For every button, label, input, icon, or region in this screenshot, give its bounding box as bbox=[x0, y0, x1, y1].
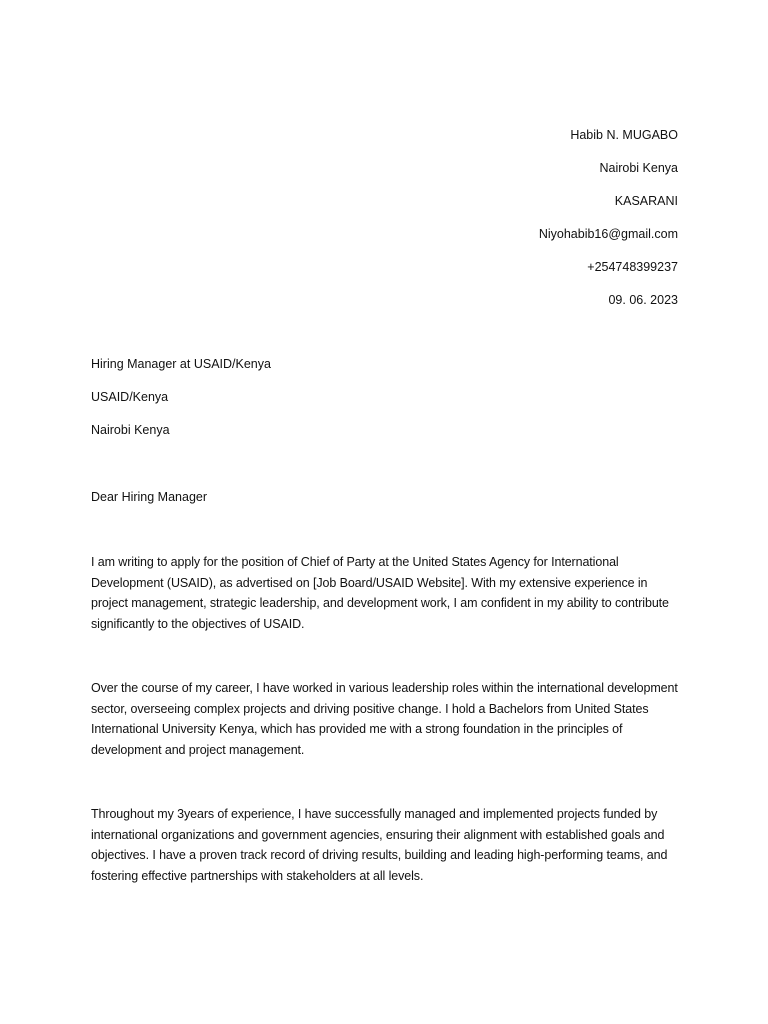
body-paragraph-1: I am writing to apply for the position of Chief of Party at the United States Agency for International Development (USAID), as advertised on [Job Board/USAID Website]. With my extensive experience in project management, strategic leadership, and development work, I am confident in my ability to contribute significantly to the objectives of USAID. bbox=[91, 555, 669, 631]
sender-address-block bbox=[539, 125, 678, 323]
recipient-city: Nairobi Kenya bbox=[91, 423, 170, 437]
recipient-organization: USAID/Kenya bbox=[91, 390, 169, 404]
sender-email: Niyohabib16@gmail.com bbox=[538, 227, 678, 241]
letter-date: 09. 06. 2023 bbox=[608, 293, 678, 307]
sender-name: Habib N. MUGABO bbox=[570, 128, 678, 142]
recipient-address-block bbox=[91, 354, 271, 453]
recipient-title: Hiring Manager at USAID/Kenya bbox=[91, 357, 271, 371]
sender-phone: +254748399237 bbox=[587, 260, 678, 274]
body-paragraph-2: Over the course of my career, I have worked in various leadership roles within the international development sector, overseeing complex projects and driving positive change. I hold a Bachelors from United States International University Kenya, which has provided me with a strong foundation in the principles of development and project management. bbox=[91, 681, 678, 757]
sender-area: KASARANI bbox=[614, 194, 678, 208]
salutation: Dear Hiring Manager bbox=[91, 490, 208, 504]
body-paragraph-3: Throughout my 3years of experience, I have successfully managed and implemented projects funded by international organizations and government agencies, ensuring their alignment with established goals and objectives. I have a proven track record of driving results, building and leading high-performing teams, and fostering effective partnerships with stakeholders at all levels. bbox=[91, 807, 668, 883]
sender-city: Nairobi Kenya bbox=[599, 161, 678, 175]
